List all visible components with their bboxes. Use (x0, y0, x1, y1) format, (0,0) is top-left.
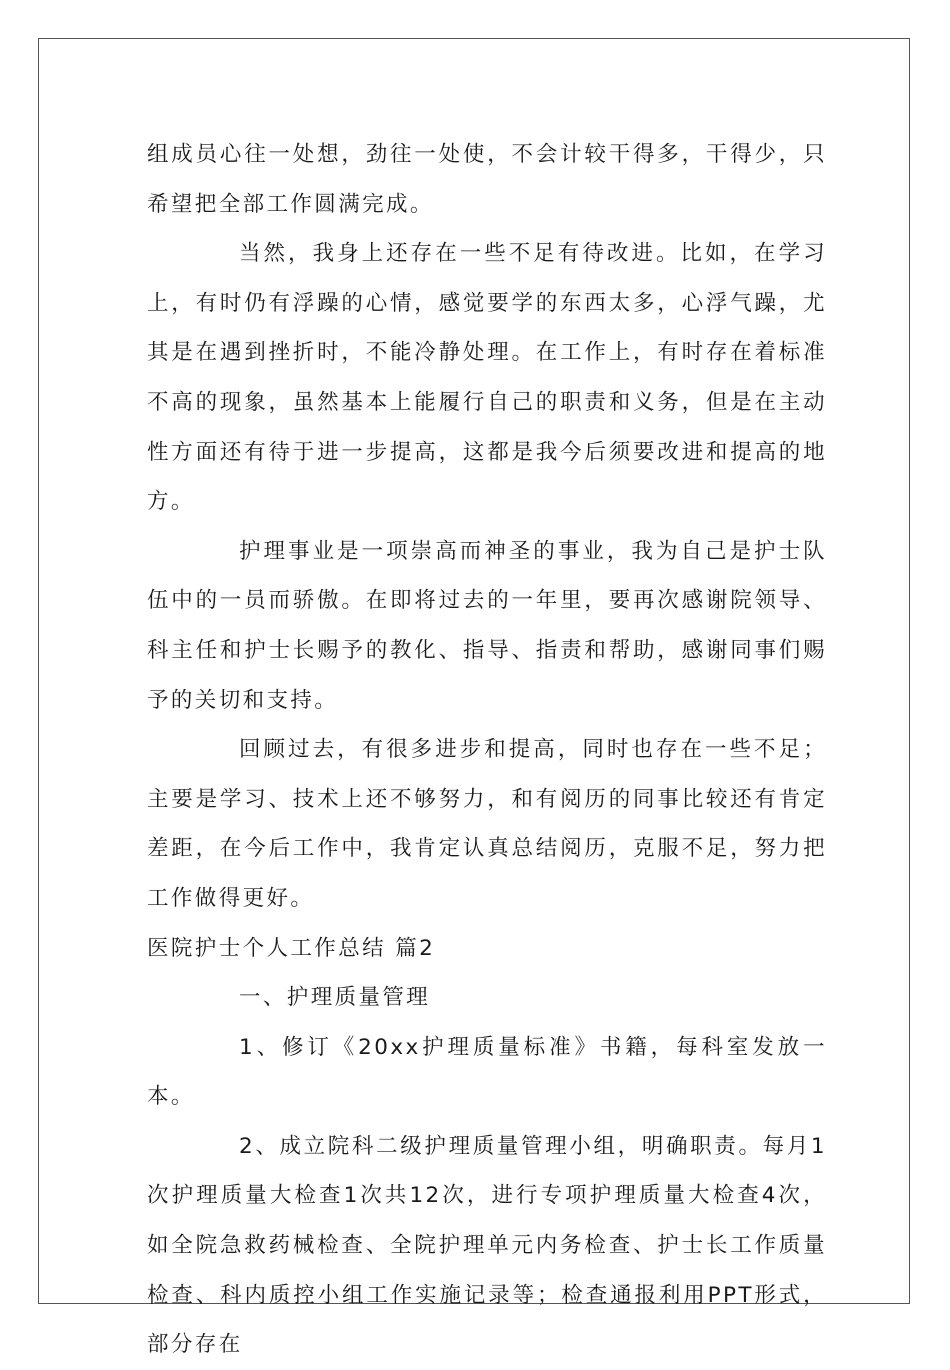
list-item-quality-team: 2、成立院科二级护理质量管理小组，明确职责。每月1次护理质量大检查1次共12次，进行专项护理质量大检查4次，如全院急救药械检查、全院护理单元内务检查、护士长工作质量检查、科内质控小组工作实施记录等；检查通报利用PPT形式，部分存在 (147, 1133, 827, 1358)
list-item-standards-book: 1、修订《20xx护理质量标准》书籍，每科室发放一本。 (147, 1034, 827, 1110)
subsection-title: 一、护理质量管理 (239, 985, 431, 1011)
paragraph-shortcomings: 当然，我身上还存在一些不足有待改进。比如，在学习上，有时仍有浮躁的心情，感觉要学的东西太多，心浮气躁，尤其是在遇到挫折时，不能冷静处理。在工作上，有时存在着标准不高的现象，虽然基本上能履行自己的职责和义务，但是在主动性方面还有待于进一步提高，这都是我今后须要改进和提高的地方。 (147, 241, 827, 515)
paragraph-gratitude: 护理事业是一项崇高而神圣的事业，我为自己是护士队伍中的一员而骄傲。在即将过去的一年里，要再次感谢院领导、科主任和护士长赐予的教化、指导、指责和帮助，感谢同事们赐予的关切和支持。 (147, 538, 827, 713)
paragraph-review: 回顾过去，有很多进步和提高，同时也存在一些不足；主要是学习、技术上还不够努力，和有阅历的同事比较还有肯定差距，在今后工作中，我肯定认真总结阅历，克服不足，努力把工作做得更好。 (147, 737, 827, 911)
section-title: 医院护士个人工作总结 篇2 (147, 935, 436, 961)
paragraph-team-effort: 组成员心往一处想，劲往一处使，不会计较干得多，干得少，只希望把全部工作圆满完成。 (147, 142, 827, 217)
document-body (147, 130, 827, 1370)
